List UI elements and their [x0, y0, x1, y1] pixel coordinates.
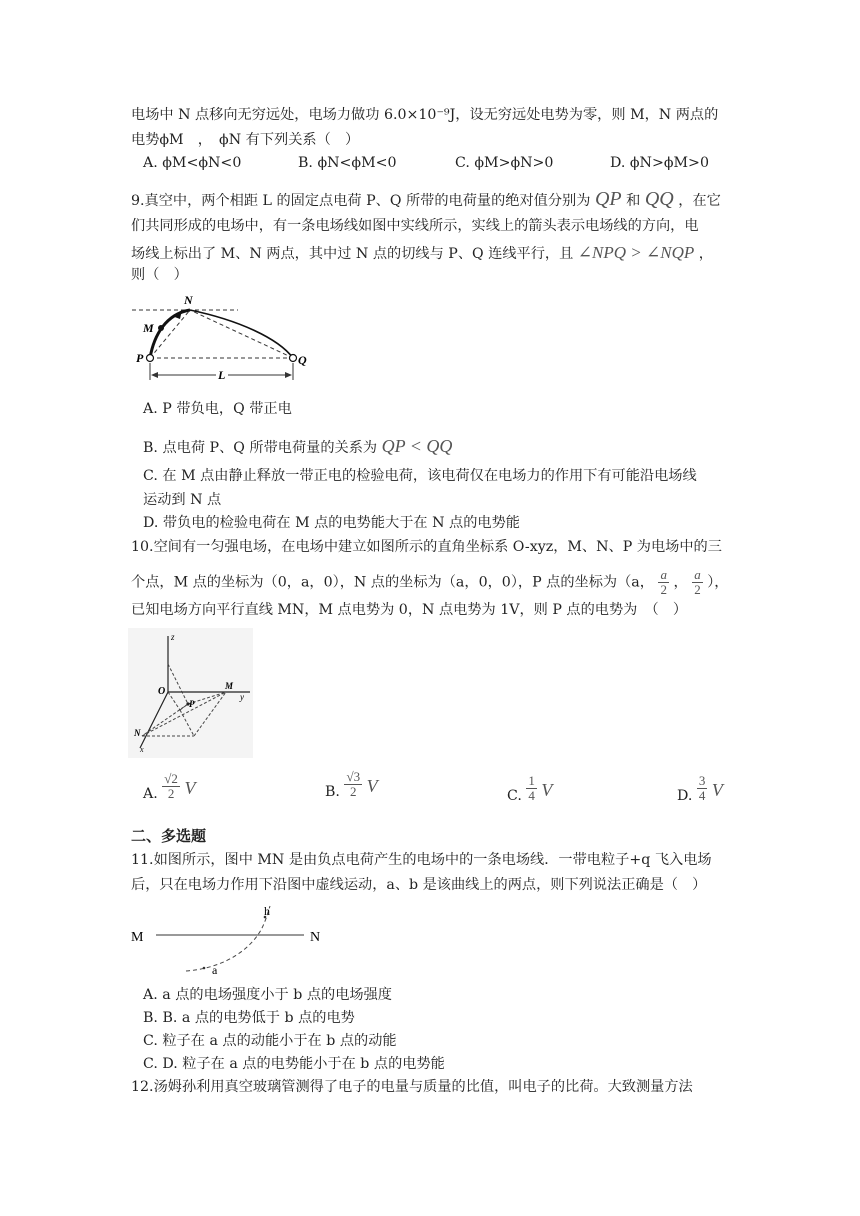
q9-option-c-line-2: 运动到 N 点 [143, 492, 222, 508]
q9-angle-expression: ∠NPQ > ∠NQP [577, 243, 695, 262]
q9-option-b [143, 437, 452, 455]
q10-option-d [677, 774, 723, 803]
q10-fraction-num: a [660, 567, 667, 582]
q10-figure-label-m: M [225, 681, 234, 691]
q10-option-unit: V [541, 780, 553, 800]
q10-option-unit: V [366, 776, 378, 796]
q12-line-1: 12.汤姆孙利用真空玻璃管测得了电子的电量与质量的比值，叫电子的比荷。大致测量方法 [131, 1079, 693, 1095]
q10-option-fraction [526, 774, 537, 803]
q9-option-d: D. 带负电的检验电荷在 M 点的电势能大于在 N 点的电势能 [143, 515, 520, 531]
q9-option-c-line-1: C. 在 M 点由静止释放一带正电的检验电荷，该电荷仅在电场力的作用下有可能沿电场线 [143, 468, 697, 484]
q11-line-2: 后，只在电场力作用下沿图中虚线运动，a、b 是该曲线上的两点，则下列说法正确是（ ） [131, 877, 707, 893]
q10-option-den: 2 [350, 784, 357, 799]
q10-line-2-comma: ， [673, 574, 688, 591]
q11-option-a: A. a 点的电场强度小于 b 点的电场强度 [143, 987, 392, 1003]
q9-option-a: A. P 带负电，Q 带正电 [143, 401, 292, 417]
q10-option-fraction [697, 774, 708, 803]
section-heading-multiple-choice: 二、多选题 [131, 827, 207, 845]
q10-option-b [325, 770, 378, 799]
q10-option-letter: D. [677, 787, 693, 804]
q9-qp-symbol: QP [594, 188, 622, 210]
q10-option-num: √2 [164, 771, 178, 786]
q8-option-d: D. ϕN>ϕM>0 [610, 155, 709, 171]
q9-line-1 [131, 189, 721, 209]
q11-line-1: 11.如图所示，图中 MN 是由负点电荷产生的电场中的一条电场线．一带电粒子+q 飞入电场 [131, 852, 712, 868]
q10-line-3: 已知电场方向平行直线 MN，M 点电势为 0，N 点电势为 1V，则 P 点的电势为 （ ） [131, 602, 688, 618]
q10-option-a [143, 772, 195, 801]
q10-figure-label-z: z [171, 632, 175, 642]
q9-option-b-expression: QP < QQ [381, 436, 453, 456]
q10-figure-label-n: N [134, 728, 141, 738]
q10-option-letter: B. [325, 783, 340, 800]
q11-option-c: C. 粒子在 a 点的动能小于在 b 点的动能 [143, 1033, 397, 1049]
q9-qq-symbol: QQ [644, 188, 674, 210]
q10-option-c [507, 774, 552, 803]
q11-figure-label-n: N [310, 930, 321, 945]
q9-figure-label-n: N [184, 293, 193, 307]
q10-option-fraction [344, 770, 362, 799]
q10-option-num: 1 [528, 773, 535, 788]
q9-line-3-text: 场线上标出了 M、N 两点，其中过 N 点的切线与 P、Q 连线平行，且 [131, 246, 574, 262]
q10-fraction-den: 2 [660, 582, 667, 597]
q10-option-fraction [162, 772, 180, 801]
q9-figure-label-l: L [218, 368, 226, 382]
q9-line-2: 们共同形成的电场中，有一条电场线如图中实线所示，实线上的箭头表示电场线的方向，电 [131, 218, 699, 234]
q9-figure-label-p: P [136, 351, 144, 365]
q8-line-2: 电势ϕM ， ϕN 有下列关系（ ） [131, 132, 360, 148]
q10-fraction-num: a [694, 567, 701, 582]
q9-figure-label-q: Q [298, 353, 307, 367]
q9-line-3-tail: ， [698, 246, 713, 262]
q10-option-den: 2 [167, 786, 175, 801]
q10-option-unit: V [184, 778, 196, 798]
q11-figure-label-a: a [212, 963, 218, 977]
q9-line-1-tail: ，在它 [678, 193, 721, 209]
q9-figure [128, 290, 318, 390]
q10-line-2-tail: ）， [707, 574, 729, 591]
q10-option-letter: A. [143, 785, 158, 802]
q10-fraction-a-over-2-second [692, 568, 703, 597]
q10-figure [128, 628, 253, 758]
q9-option-b-text: B. 点电荷 P、Q 所带电荷量的关系为 [143, 440, 378, 456]
q10-line-2 [131, 568, 728, 597]
q11-figure-label-m: M [131, 930, 144, 945]
q9-line-3 [131, 244, 713, 261]
q10-fraction-a-over-2-first [658, 568, 669, 597]
q11-figure [128, 898, 328, 978]
q9-line-4: 则（ ） [131, 267, 188, 283]
q8-option-c: C. ϕM>ϕN>0 [455, 155, 554, 171]
q8-line-1: 电场中 N 点移向无穷远处，电场力做功 6.0×10⁻⁹J，设无穷远处电势为零，则 M，N 两点的 [131, 107, 719, 123]
q8-option-b: B. ϕN<ϕM<0 [298, 155, 397, 171]
q10-line-2-text: 个点，M 点的坐标为（0，a，0），N 点的坐标为（a，0，0），P 点的坐标为（a， [131, 574, 654, 591]
q10-option-den: 4 [698, 788, 706, 803]
q11-figure-label-b: h [264, 904, 270, 918]
q11-option-b: B. B. a 点的电势低于 b 点的电势 [143, 1010, 355, 1026]
q10-figure-label-o: O [158, 686, 166, 697]
q10-option-letter: C. [507, 787, 522, 804]
q9-figure-label-m: M [143, 321, 154, 335]
q10-line-1: 10.空间有一匀强电场，在电场中建立如图所示的直角坐标系 O-xyz，M、N、P 为电场中的三 [131, 539, 722, 555]
q10-figure-label-y: y [240, 692, 244, 702]
q10-fraction-den: 2 [694, 582, 701, 597]
q10-option-unit: V [711, 780, 723, 800]
q10-option-den: 4 [528, 788, 535, 803]
q8-option-a: A. ϕM<ϕN<0 [143, 155, 242, 171]
q9-and-text: 和 [626, 193, 641, 209]
q10-option-num: 3 [698, 773, 706, 788]
q9-line-1-text: 9.真空中，两个相距 L 的固定点电荷 P、Q 所带的电荷量的绝对值分别为 [131, 193, 591, 209]
q11-option-d: C. D. 粒子在 a 点的电势能小于在 b 点的电势能 [143, 1056, 445, 1072]
q10-option-num: √3 [346, 769, 361, 784]
q10-figure-label-p: P [189, 699, 195, 709]
q10-figure-label-x: x [140, 745, 144, 754]
